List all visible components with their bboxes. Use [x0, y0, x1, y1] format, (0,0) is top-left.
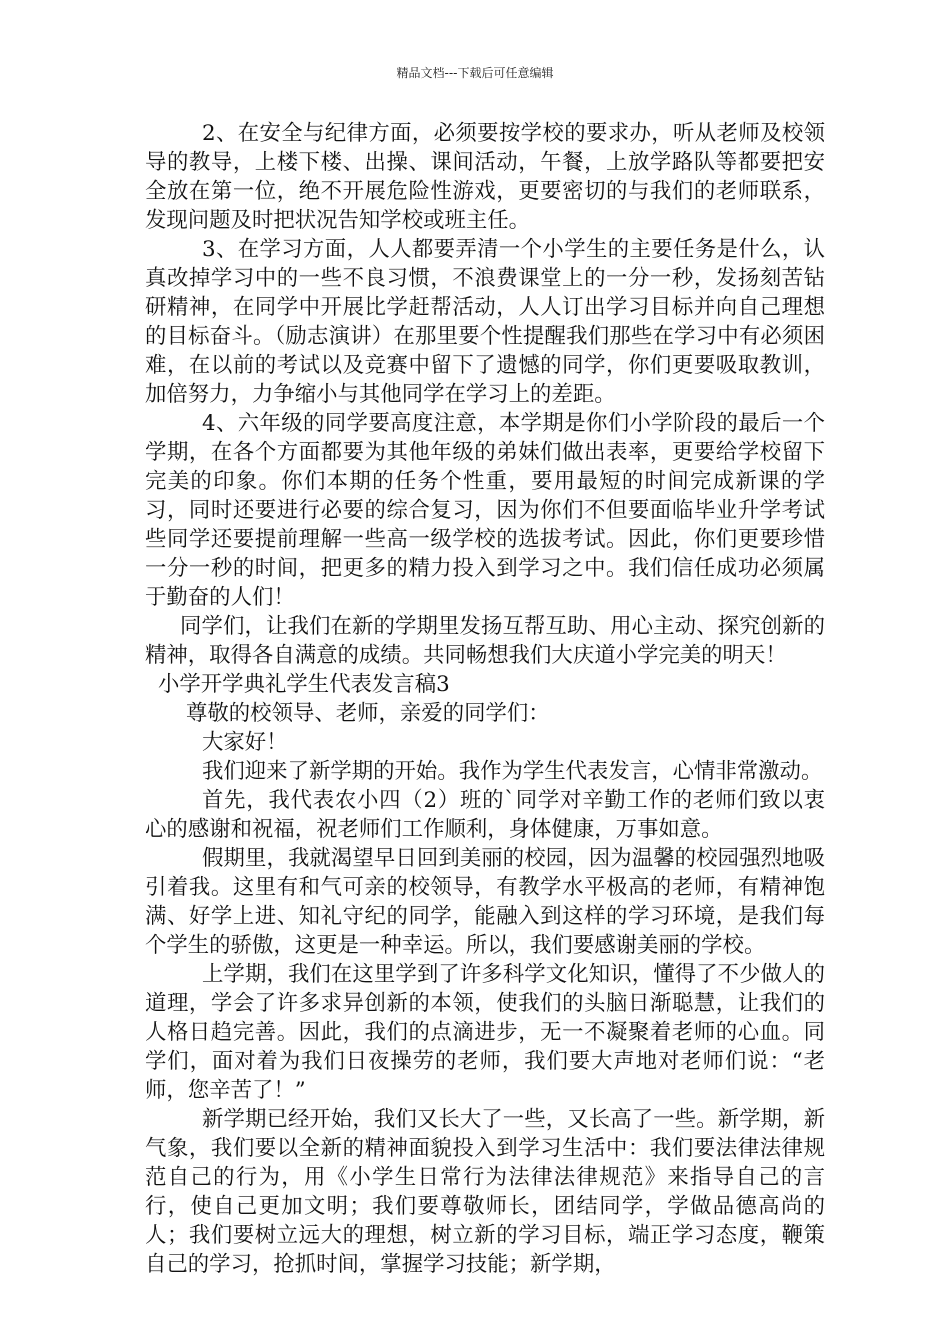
paragraph-thanks: 首先，我代表农小四（2）班的`同学对辛勤工作的老师们致以衷心的感谢和祝福，祝老师们工作顺利，身体健康，万事如意。: [145, 788, 825, 842]
paragraph-new-semester: 新学期已经开始，我们又长大了一些，又长高了一些。新学期，新气象，我们要以全新的精神面貌投入到学习生活中：我们要法律法律规范自己的行为，用《小学生日常行为法律法律规范》来指导自己的言行，使自己更加文明；我们要尊敬师长，团结同学，学做品德高尚的人；我们要树立远大的理想，树立新的学习目标，端正学习态度，鞭策自己的学习，抢抓时间，掌握学习技能；新学期，: [145, 1107, 825, 1277]
document-body: [145, 119, 825, 1279]
paragraph-holiday: 假期里，我就渴望早日回到美丽的校园，因为温馨的校园强烈地吸引着我。这里有和气可亲的校领导，有教学水平极高的老师，有精神饱满、好学上进、知礼守纪的同学，能融入到这样的学习环境，是我们每个学生的骄傲，这更是一种幸运。所以，我们要感谢美丽的学校。: [145, 846, 825, 958]
section-title: 小学开学典礼学生代表发言稿3: [158, 672, 450, 697]
paragraph-new-term: 我们迎来了新学期的开始。我作为学生代表发言，心情非常激动。: [202, 759, 823, 784]
paragraph-last-term: 上学期，我们在这里学到了许多科学文化知识，懂得了不少做人的道理，学会了许多求异创新的本领，使我们的头脑日渐聪慧，让我们的人格日趋完善。因此，我们的点滴进步，无一不凝聚着老师的心血。同学们，面对着为我们日夜操劳的老师，我们要大声地对老师们说：“老师，您辛苦了！”: [145, 962, 825, 1103]
paragraph-grade-six: 4、六年级的同学要高度注意，本学期是你们小学阶段的最后一个学期，在各个方面都要为其他年级的弟妹们做出表率，更要给学校留下完美的印象。你们本期的任务个性重，要用最短的时间完成新课的学习，同时还要进行必要的综合复习，因为你们不但要面临毕业升学考试些同学还要提前理解一些高一级学校的选拔考试。因此，你们更要珍惜一分一秒的时间，把更多的精力投入到学习之中。我们信任成功必须属于勤奋的人们！: [145, 411, 825, 610]
paragraph-safety: 2、在安全与纪律方面，必须要按学校的要求办，听从老师及校领导的教导，上楼下楼、出操、课间活动，午餐，上放学路队等都要把安全放在第一位，绝不开展危险性游戏，更要密切的与我们的老师联系，发现问题及时把状况告知学校或班主任。: [145, 121, 825, 233]
paragraph-study: 3、在学习方面，人人都要弄清一个小学生的主要任务是什么，认真改掉学习中的一些不良习惯，不浪费课堂上的一分一秒，发扬刻苦钻研精神，在同学中开展比学赶帮活动，人人订出学习目标并向自己理想的目标奋斗。（励志演讲）在那里要个性提醒我们那些在学习中有必须困难，在以前的考试以及竞赛中留下了遗憾的同学，你们更要吸取教训，加倍努力，力争缩小与其他同学在学习上的差距。: [145, 237, 825, 407]
paragraph-closing: 同学们，让我们在新的学期里发扬互帮互助、用心主动、探究创新的精神，取得各自满意的成绩。共同畅想我们大庆道小学完美的明天！: [145, 614, 825, 668]
salutation: 尊敬的校领导、老师，亲爱的同学们：: [186, 701, 550, 726]
page-header: 精品文档---下载后可任意编辑: [396, 66, 554, 80]
greeting: 大家好！: [202, 730, 288, 755]
